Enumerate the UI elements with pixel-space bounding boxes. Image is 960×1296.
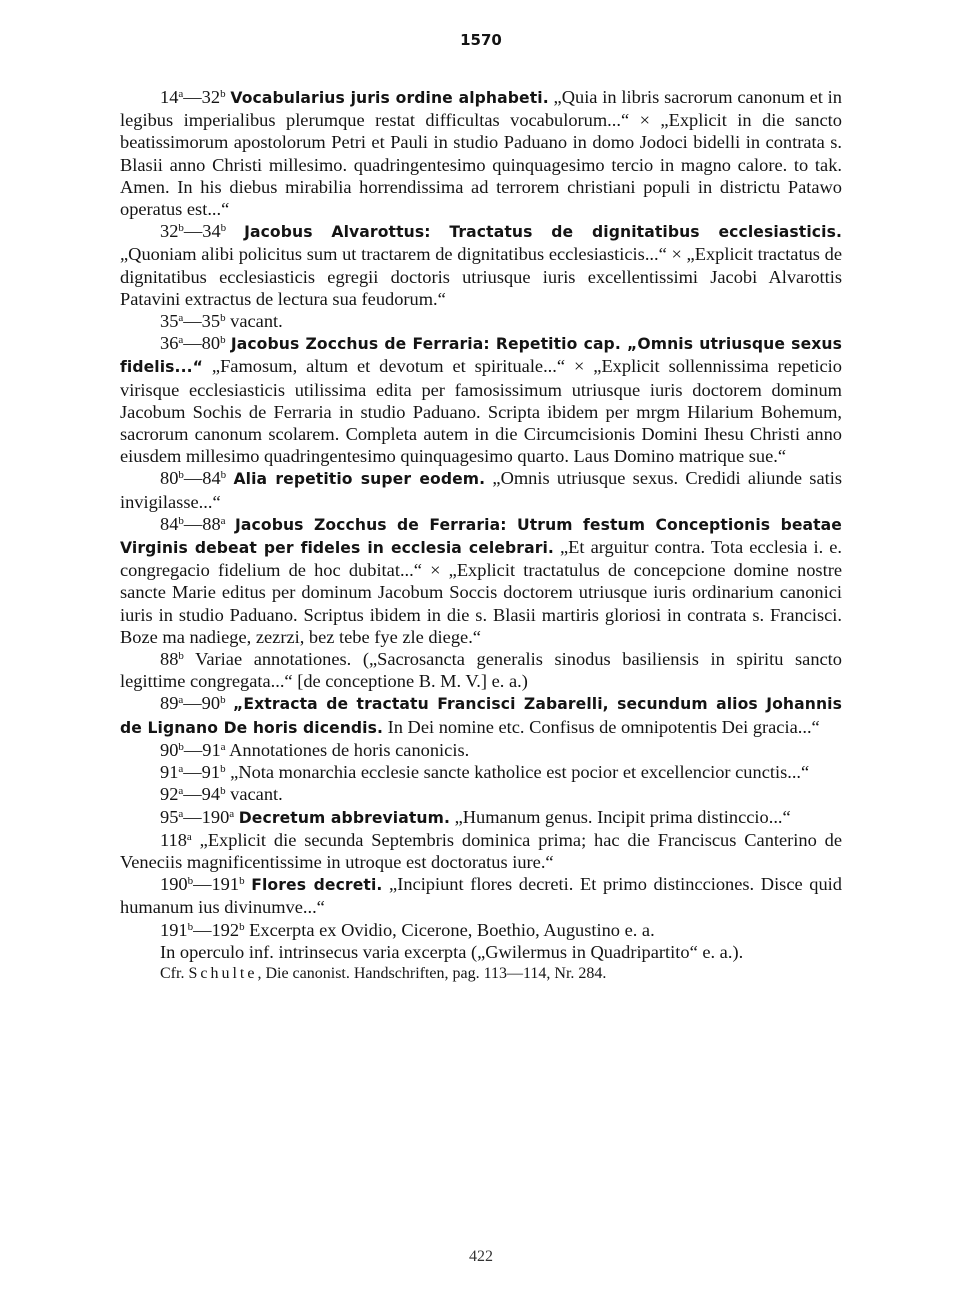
folio-dash: — — [183, 806, 202, 827]
folio-start-side: a — [178, 785, 184, 798]
catalog-entry — [120, 513, 842, 648]
folio-reference — [160, 740, 226, 760]
citation-prefix: Cfr. — [160, 964, 185, 982]
entry-text: „Quoniam alibi policitus sum ut tractarem de dignitatibus ecclesiasticis...“ × „Explicit tractatus de dignitatibus ecclesiasticis egregii doctoris utriusque iuris excellentissimi Jacobi Alvarottis Patavini extractus de lectura sua feudorum.“ — [120, 244, 842, 309]
entry-text: Variae annotationes. („Sacrosancta generalis sinodus basiliensis in spiritu sancto legittime congregata...“ [de conceptione B. M. V.] e. a.) — [120, 649, 842, 692]
folio-start: 95 — [160, 806, 179, 827]
folio-end-side: b — [220, 88, 226, 100]
catalog-entry — [120, 332, 842, 467]
folio-end-side: b — [220, 222, 227, 235]
folio-end: 94 — [201, 784, 221, 805]
entry-text: „Famosum, altum et devotum et spirituale...“ × „Explicit sollennissima repeticio virisque ecclesiasticis utilissima edita per famosissimum utriusque iuris doctorem dominum Jacobum Sochis de Ferraria in studio Paduano. Scripta ibidem per mrgm Hilarium Bohemum, sacrorum canonum scolarem. Completa autem in die Circumcisionis Domini Ihesu Christi anno eiusdem millesimo quadringentesimo quinquagesimo quarto. Laus Domino matrique sue.“ — [120, 356, 842, 467]
folio-start-side: b — [178, 469, 184, 482]
folio-dash: — — [183, 762, 202, 783]
folio-end: 35 — [201, 311, 221, 332]
entry-title: Alia repetitio super eodem. — [233, 470, 486, 489]
entry-title: Decretum abbreviatum. — [238, 808, 451, 827]
catalog-entry — [120, 783, 842, 805]
folio-dash: — — [183, 221, 203, 242]
folio-end-side: b — [220, 312, 226, 325]
folio-reference — [160, 468, 226, 488]
folio-start: 91 — [160, 762, 179, 783]
folio-start-side: a — [178, 88, 184, 100]
folio-start: 118 — [160, 829, 187, 850]
catalog-entry — [120, 692, 842, 738]
folio-start-side: a — [178, 807, 184, 820]
entry-text: „Humanum genus. Incipit prima distinccio...“ — [450, 806, 791, 827]
folio-dash: — — [183, 468, 203, 489]
folio-dash: — — [183, 311, 202, 332]
folio-start-side: b — [178, 740, 184, 753]
folio-reference — [160, 807, 234, 827]
folio-start: 92 — [160, 784, 179, 805]
folio-reference — [160, 311, 226, 331]
entry-text: vacant. — [225, 311, 283, 332]
entry-title: Vocabularius juris ordine alphabeti. — [230, 89, 549, 107]
folio-reference — [160, 514, 226, 534]
page-number-top: 1570 — [460, 31, 502, 49]
folio-dash: — — [183, 513, 203, 534]
folio-dash: — — [183, 87, 202, 107]
folio-reference — [160, 784, 226, 804]
folio-dash: — — [183, 693, 202, 714]
folio-end-side: a — [229, 807, 235, 820]
folio-reference — [160, 333, 226, 353]
folio-reference — [160, 762, 226, 782]
folio-start-side: b — [187, 875, 194, 888]
citation-author: Schulte — [188, 964, 258, 982]
entry-title: Jacobus Zocchus de Ferraria: Repetitio cap. „Omnis utriusque sexus fidelis...“ — [120, 335, 842, 377]
entry-text: „Nota monarchia ecclesie sancte katholice est pocior et excellencior cunctis...“ — [225, 762, 810, 783]
folio-start: 88 — [160, 649, 179, 670]
folio-end-side: b — [220, 469, 227, 482]
catalog-entry — [120, 806, 842, 829]
folio-start-side: a — [178, 763, 184, 776]
folio-end: 91 — [202, 739, 221, 760]
folio-start: 80 — [160, 468, 179, 489]
citation-rest: , Die canonist. Handschriften, pag. 113—114, Nr. 284. — [257, 964, 607, 982]
citation — [120, 963, 842, 985]
entry-text: „Incipiunt flores decreti. Et primo distincciones. Disce quid humanum ius divinumve...“ — [120, 874, 842, 918]
folio-start: 35 — [160, 311, 179, 332]
folio-dash: — — [183, 739, 203, 760]
catalog-entry — [120, 739, 842, 761]
page-number-bottom: 422 — [469, 1248, 493, 1265]
catalog-entry — [120, 761, 842, 783]
folio-start-side: b — [187, 920, 194, 933]
folio-dash: — — [193, 919, 212, 940]
catalog-entry — [120, 310, 842, 332]
document-page — [120, 30, 842, 1270]
folio-end-side: b — [220, 694, 226, 707]
folio-end: 192 — [211, 919, 240, 940]
folio-start-side: a — [186, 830, 192, 843]
catalog-entry — [120, 86, 842, 220]
folio-end-side: b — [220, 334, 226, 347]
folio-dash: — — [183, 784, 202, 805]
catalog-entry — [120, 829, 842, 873]
entries-list — [120, 86, 842, 941]
folio-end: 32 — [201, 87, 221, 107]
catalog-entry — [120, 919, 842, 941]
folio-reference — [160, 693, 226, 713]
folio-end: 84 — [202, 468, 221, 489]
folio-end-side: b — [239, 875, 245, 888]
folio-start: 89 — [160, 693, 179, 714]
catalog-entry — [120, 648, 842, 692]
folio-start: 32 — [160, 221, 179, 242]
folio-reference — [160, 920, 245, 940]
folio-start: 190 — [160, 874, 188, 895]
folio-end: 88 — [202, 513, 221, 534]
entry-title: Jacobus Alvarottus: Tractatus de dignitatibus ecclesiasticis. — [244, 223, 842, 242]
folio-reference — [160, 874, 245, 894]
folio-reference — [160, 830, 192, 850]
folio-end-side: a — [220, 740, 226, 753]
folio-start: 191 — [160, 919, 188, 940]
folio-start: 84 — [160, 513, 179, 534]
folio-dash: — — [183, 333, 202, 354]
folio-end-side: b — [239, 920, 245, 933]
catalog-entry — [120, 467, 842, 512]
folio-end-side: b — [220, 785, 226, 798]
entry-text: Annotationes de horis canonicis. — [225, 739, 470, 760]
folio-end: 90 — [201, 693, 221, 714]
entry-title: Jacobus Zocchus de Ferraria: Utrum festum Conceptionis beatae Virginis debeat per fideles in ecclesia celebrari. — [120, 515, 842, 558]
trailing-note: In operculo inf. intrinsecus varia excerpta („Gwilermus in Quadripartito“ e. a.). — [160, 941, 744, 962]
entry-text: „Et arguitur contra. Tota ecclesia i. e. congregacio fidelium de hoc dubitat...“ × „Explicit tractatulus de concepcione domine nostre sancte Marie editus per dominum Jacobum Soccis doctorem utriusque iuris ordinarium canonici iuris in studio Paduano. Scriptus ibidem in die s. Blasii martiris gloriosi in contrata s. Francisci. Boze ma nadiege, zezrzi, bez tebe fye zle diege.“ — [120, 537, 842, 647]
folio-start-side: b — [178, 222, 184, 235]
folio-start-side: a — [178, 694, 184, 707]
entry-text: vacant. — [225, 784, 283, 805]
catalog-entry — [120, 873, 842, 918]
entry-text: Excerpta ex Ovidio, Cicerone, Boethio, Augustino e. a. — [244, 919, 655, 940]
entry-title: „Extracta de tractatu Francisci Zabarelli, secundum alios Johannis de Lignano De horis dicendis. — [120, 695, 842, 737]
folio-reference — [160, 649, 184, 669]
entry-text: „Omnis utriusque sexus. Credidi aliunde satis invigilasse...“ — [120, 468, 842, 512]
entry-text: „Quia in libris sacrorum canonum et in legibus imperialibus plerumque restat difficultas vocabulorum...“ × „Explicit in die sancto beatissimorum apostolorum Petri et Pauli in studio Paduano in domo Jodoci bidelli in contrata s. Blasii anno Christi millesimo. quadringentesimo quinquagesimo tercio in magno calore. to tak. Amen. In his diebus mirabilia horrendissima ad terrorem christiani populi in districtu Patawo operatus est...“ — [120, 87, 842, 220]
folio-end: 91 — [201, 762, 221, 783]
folio-start-side: a — [178, 334, 184, 347]
entry-title: Flores decreti. — [251, 876, 383, 895]
entry-text: „Explicit die secunda Septembris dominica prima; hac die Franciscus Canterino de Veneciis magnificentissime in utroque est doctoratus iure.“ — [120, 829, 842, 872]
folio-reference — [160, 87, 226, 107]
folio-end: 34 — [202, 221, 221, 242]
entry-text: In Dei nomine etc. Confisus de omnipotentis Dei gracia...“ — [383, 716, 820, 737]
folio-end: 80 — [201, 333, 221, 354]
folio-start-side: b — [178, 650, 184, 663]
folio-end-side: a — [220, 514, 226, 527]
folio-start: 36 — [160, 333, 179, 354]
catalog-entry — [120, 220, 842, 310]
folio-reference — [160, 221, 226, 241]
folio-start: 90 — [160, 739, 179, 760]
folio-start-side: b — [178, 514, 184, 527]
folio-dash: — — [193, 874, 212, 895]
folio-end: 191 — [211, 874, 240, 895]
folio-end-side: b — [220, 763, 226, 776]
folio-end: 190 — [201, 806, 230, 827]
folio-start: 14 — [160, 87, 179, 107]
folio-start-side: a — [178, 312, 184, 325]
